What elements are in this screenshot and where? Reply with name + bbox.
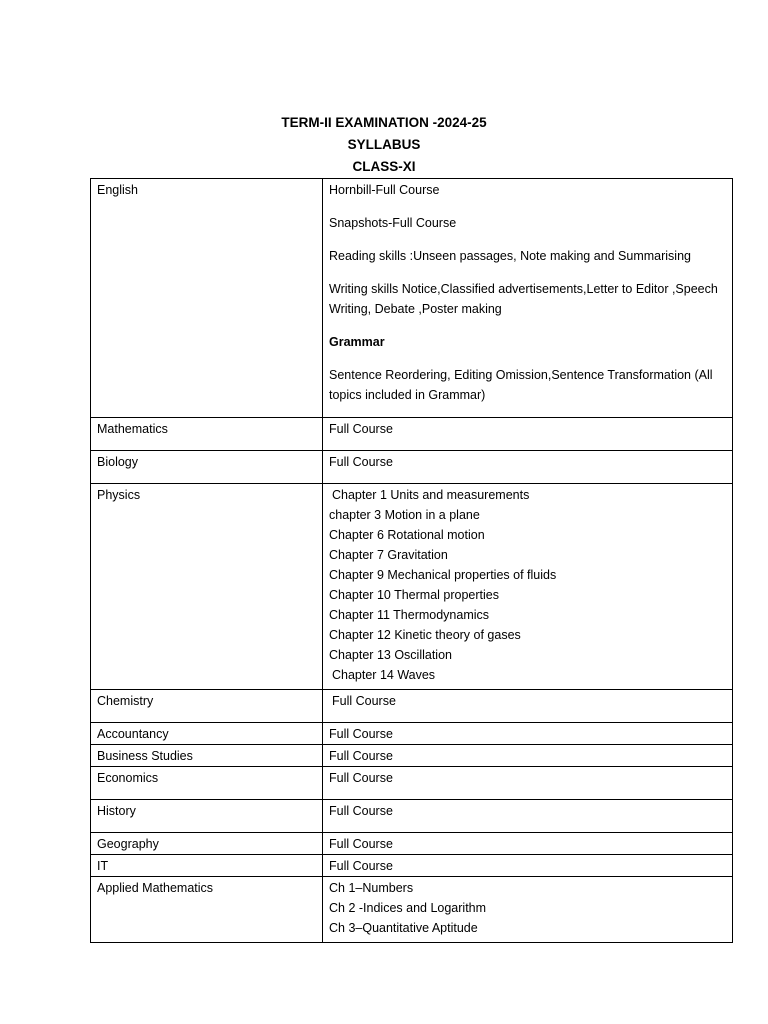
chapter-line: Chapter 12 Kinetic theory of gases [329,628,521,642]
table-row-geography [91,833,733,855]
content-cell [323,877,733,943]
subject-cell: Mathematics [91,418,323,451]
chapter-line: Ch 2 -Indices and Logarithm [329,901,487,915]
table-row-physics [91,484,733,690]
content-paragraph: Hornbill-Full Course [329,183,440,197]
content-cell: Full Course [323,800,733,833]
chapter-line: Chapter 7 Gravitation [329,548,448,562]
content-paragraph: Sentence Reordering, Editing Omission,Sentence Transformation (All topics included in Grammar) [329,368,713,402]
subject-cell: Business Studies [91,745,323,767]
subject-cell: Physics [91,484,323,690]
chapter-line: Chapter 1 Units and measurements [332,488,530,502]
content-text: Full Course [332,694,396,708]
subject-cell: Applied Mathematics [91,877,323,943]
table-row-it [91,855,733,877]
content-cell: Full Course [323,855,733,877]
chapter-line: Chapter 10 Thermal properties [329,588,499,602]
chapter-line: chapter 3 Motion in a plane [329,508,480,522]
syllabus-table [90,178,733,943]
content-paragraph: Reading skills :Unseen passages, Note making and Summarising [329,249,691,263]
content-cell [323,179,733,418]
table-row-biology [91,451,733,484]
table-row-english [91,179,733,418]
subject-cell: Accountancy [91,723,323,745]
chapter-line: Chapter 9 Mechanical properties of fluids [329,568,557,582]
syllabus-title: SYLLABUS [347,137,421,152]
exam-title: TERM-II EXAMINATION -2024-25 [281,115,487,130]
content-cell [323,690,733,723]
table-row-business-studies [91,745,733,767]
grammar-heading: Grammar [329,335,385,349]
class-title: CLASS-XI [352,159,416,174]
content-cell: Full Course [323,418,733,451]
subject-cell: Chemistry [91,690,323,723]
subject-cell: Economics [91,767,323,800]
table-row-economics [91,767,733,800]
table-row-applied-mathematics [91,877,733,943]
content-cell: Full Course [323,767,733,800]
table-row-history [91,800,733,833]
content-cell: Full Course [323,451,733,484]
subject-cell: Geography [91,833,323,855]
chapter-line: Chapter 6 Rotational motion [329,528,485,542]
document-heading [0,112,768,178]
content-cell: Full Course [323,723,733,745]
subject-cell: IT [91,855,323,877]
table-row-accountancy [91,723,733,745]
table-row-chemistry [91,690,733,723]
subject-cell: Biology [91,451,323,484]
chapter-line: Chapter 13 Oscillation [329,648,452,662]
chapter-line: Chapter 11 Thermodynamics [329,608,490,622]
chapter-line: Chapter 14 Waves [332,668,436,682]
table-row-mathematics [91,418,733,451]
chapter-line: Ch 1–Numbers [329,881,414,895]
content-cell [323,484,733,690]
subject-cell: English [91,179,323,418]
chapter-line: Ch 3–Quantitative Aptitude [329,921,478,935]
content-cell: Full Course [323,833,733,855]
content-paragraph: Snapshots-Full Course [329,216,457,230]
content-cell: Full Course [323,745,733,767]
content-paragraph: Writing skills Notice,Classified advertisements,Letter to Editor ,Speech Writing, Debate ,Poster making [329,282,718,316]
subject-cell: History [91,800,323,833]
